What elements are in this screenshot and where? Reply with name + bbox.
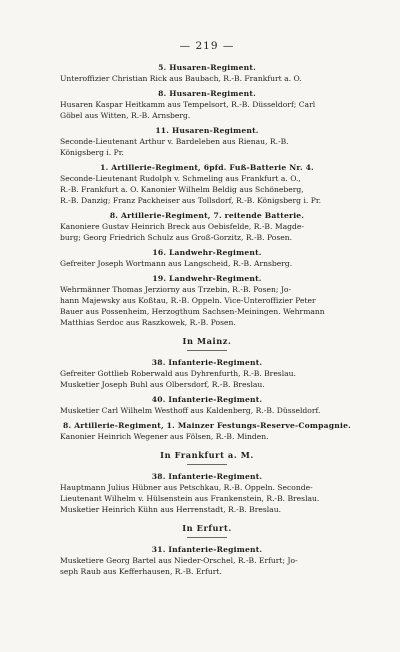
section: [60, 523, 354, 577]
entry-line: Lieutenant Wilhelm v. Hülsenstein aus Frankenstein, R.-B. Breslau.: [60, 494, 320, 503]
regiment-heading: 38. Infanterie-Regiment.: [151, 472, 263, 481]
regiment-heading: 8. Husaren-Regiment.: [158, 89, 256, 98]
page-number: — 219 —: [179, 40, 235, 52]
entry-line: Kanoniere Gustav Heinrich Breck aus Oebisfelde, R.-B. Magde-: [60, 222, 304, 231]
place-rule: [187, 464, 227, 465]
entry-line: Seconde-Lieutenant Rudolph v. Schmeling aus Frankfurt a. O.,: [60, 174, 301, 183]
page-content: [60, 62, 354, 577]
section: [60, 394, 354, 416]
entry-line: Bauer aus Possenheim, Herzogthum Sachsen-Meiningen. Wehrmann: [60, 307, 325, 316]
section: [60, 420, 354, 442]
regiment-heading: 11. Husaren-Regiment.: [155, 126, 259, 135]
place-rule: [187, 537, 227, 538]
entry-line: Musketier Heinrich Kühn aus Herrenstadt, R.-B. Breslau.: [60, 505, 281, 514]
entry-line: Gefreiter Gottlieb Roberwald aus Dyhrenfurth, R.-B. Breslau.: [60, 369, 296, 378]
entry-line: Unteroffizier Christian Rick aus Baubach, R.-B. Frankfurt a. O.: [60, 74, 302, 83]
regiment-heading: 1. Artillerie-Regiment, 6pfd. Fuß-Batterie Nr. 4.: [100, 163, 314, 172]
regiment-heading: 31. Infanterie-Regiment.: [151, 545, 263, 554]
regiment-heading: 16. Landwehr-Regiment.: [152, 248, 262, 257]
section: [60, 62, 354, 84]
place-rule: [187, 350, 227, 351]
entry-line: Musketiere Georg Bartel aus Nieder-Orschel, R.-B. Erfurt; Jo-: [60, 556, 298, 565]
regiment-heading: 8. Artillerie-Regiment, 7. reitende Batterie.: [109, 211, 305, 220]
entry-line: Musketier Carl Wilhelm Westhoff aus Kaldenberg, R.-B. Düsseldorf.: [60, 406, 321, 415]
section: [60, 88, 354, 121]
section: [60, 162, 354, 206]
entry-line: seph Raub aus Kefferhausen, R.-B. Erfurt.: [60, 567, 222, 576]
regiment-heading: 19. Landwehr-Regiment.: [152, 274, 262, 283]
entry-line: R.-B. Danzig; Franz Packheiser aus Tollsdorf, R.-B. Königsberg i. Pr.: [60, 196, 322, 205]
entry-line: Matthias Serdoc aus Raszkowek, R.-B. Posen.: [60, 318, 236, 327]
section: [60, 210, 354, 243]
section: [60, 273, 354, 328]
entry-line: Husaren Kaspar Heitkamm aus Tempelsort, R.-B. Düsseldorf; Carl: [60, 100, 316, 109]
section: [60, 247, 354, 269]
entry-line: Wehrmänner Thomas Jerziorny aus Trzebin, R.-B. Posen; Jo-: [60, 285, 292, 294]
entry-line: Seconde-Lieutenant Arthur v. Bardeleben aus Rienau, R.-B.: [60, 137, 289, 146]
place-heading: In Frankfurt a. M.: [160, 450, 254, 460]
place-heading: In Erfurt.: [182, 523, 232, 533]
entry-line: Musketier Joseph Buhl aus Olbersdorf, R.-B. Breslau.: [60, 380, 265, 389]
section: [60, 125, 354, 158]
entry-line: Gefreiter Joseph Wortmann aus Langscheid, R.-B. Arnsberg.: [60, 259, 293, 268]
regiment-heading: 8. Artillerie-Regiment, 1. Mainzer Festungs-Reserve-Compagnie.: [63, 421, 351, 430]
entry-line: burg; Georg Friedrich Schulz aus Groß-Gorzitz, R.-B. Posen.: [60, 233, 293, 242]
place-heading: In Mainz.: [182, 336, 232, 346]
entry-line: Königsberg i. Pr.: [60, 148, 124, 157]
regiment-heading: 38. Infanterie-Regiment.: [151, 358, 263, 367]
entry-line: R.-B. Frankfurt a. O. Kanonier Wilhelm Beldig aus Schöneberg,: [60, 185, 304, 194]
entry-line: Kanonier Heinrich Wegener aus Fölsen, R.-B. Minden.: [60, 432, 269, 441]
entry-line: Hauptmann Julius Hübner aus Petschkau, R.-B. Oppeln. Seconde-: [60, 483, 313, 492]
regiment-heading: 40. Infanterie-Regiment.: [151, 395, 263, 404]
section: [60, 336, 354, 390]
section: [60, 450, 354, 515]
entry-line: Göbel aus Witten, R.-B. Arnsberg.: [60, 111, 191, 120]
entry-line: hann Majewsky aus Koßtau, R.-B. Oppeln. Vice-Unteroffizier Peter: [60, 296, 316, 305]
regiment-heading: 5. Husaren-Regiment.: [158, 63, 256, 72]
